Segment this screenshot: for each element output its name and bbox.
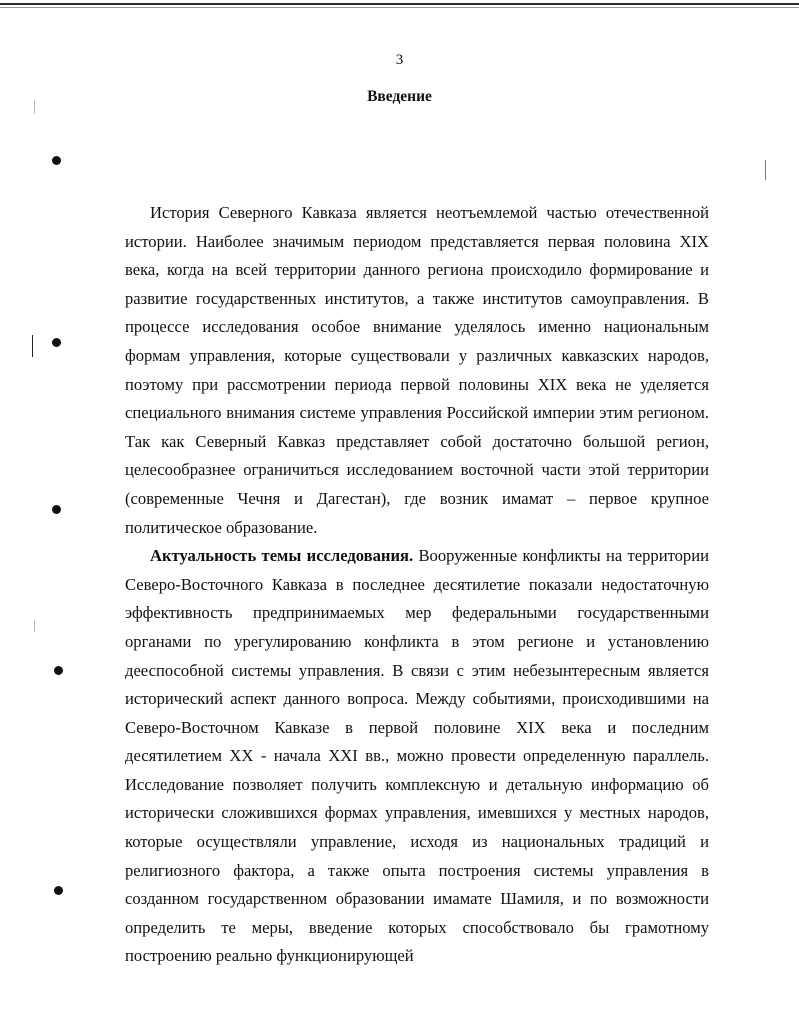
scan-top-border-faint: [0, 7, 799, 8]
paragraph: [125, 542, 709, 971]
scan-edge-tick: [32, 335, 33, 357]
binding-hole-mark: [52, 505, 61, 514]
paragraph-text: История Северного Кавказа является неотъемлемой частью отечественной истории. Наиболее значимым периодом представляется первая половина XIX века, когда на всей территории данного региона происходило формирование и развитие государственных институтов, а также институтов самоуправления. В процессе исследования особое внимание уделялось именно национальным формам управления, которые существовали у различных кавказских народов, поэтому при рассмотрении периода первой половины XIX века не уделяется специального внимания системе управления Российской империи этим регионом. Так как Северный Кавказ представляет собой достаточно большой регион, целесообразнее ограничиться исследованием восточной части этой территории (современные Чечня и Дагестан), где возник имамат – первое крупное политическое образование.: [125, 203, 709, 537]
binding-hole-mark: [54, 666, 63, 675]
paragraph-lead: Актуальность темы исследования.: [150, 546, 414, 566]
binding-hole-mark: [52, 338, 61, 347]
paragraph: [125, 199, 709, 542]
paragraph-text: Вооруженные конфликты на территории Северо-Восточного Кавказа в последнее десятилетие показали недостаточную эффективность предпринимаемых мер федеральными государственными органами по урегулированию конфликта в этом регионе и установлению дееспособной системы управления. В связи с этим небезынтересным является исторический аспект данного вопроса. Между событиями, происходившими на Северо-Восточном Кавказе в первой половине XIX века и последним десятилетием XX - начала XXI вв., можно провести определенную параллель. Исследование позволяет получить комплексную и детальную информацию об исторически сложившихся формах управления, имевшихся у местных народов, которые осуществляли управление, исходя из национальных традиций и религиозного фактора, а также опыта построения системы управления в созданном государственном образовании имамате Шамиля, и по возможности определить те меры, введение которых способствовало бы грамотному построению реально функционирующей: [125, 546, 709, 966]
scan-edge-tick: [765, 160, 766, 180]
page-number: 3: [395, 52, 404, 68]
binding-hole-mark: [54, 886, 63, 895]
binding-hole-mark: [52, 156, 61, 165]
page-title: Введение: [367, 88, 432, 105]
scan-edge-tick: [34, 620, 35, 632]
scan-top-border: [0, 3, 799, 5]
document-body: [125, 199, 709, 971]
